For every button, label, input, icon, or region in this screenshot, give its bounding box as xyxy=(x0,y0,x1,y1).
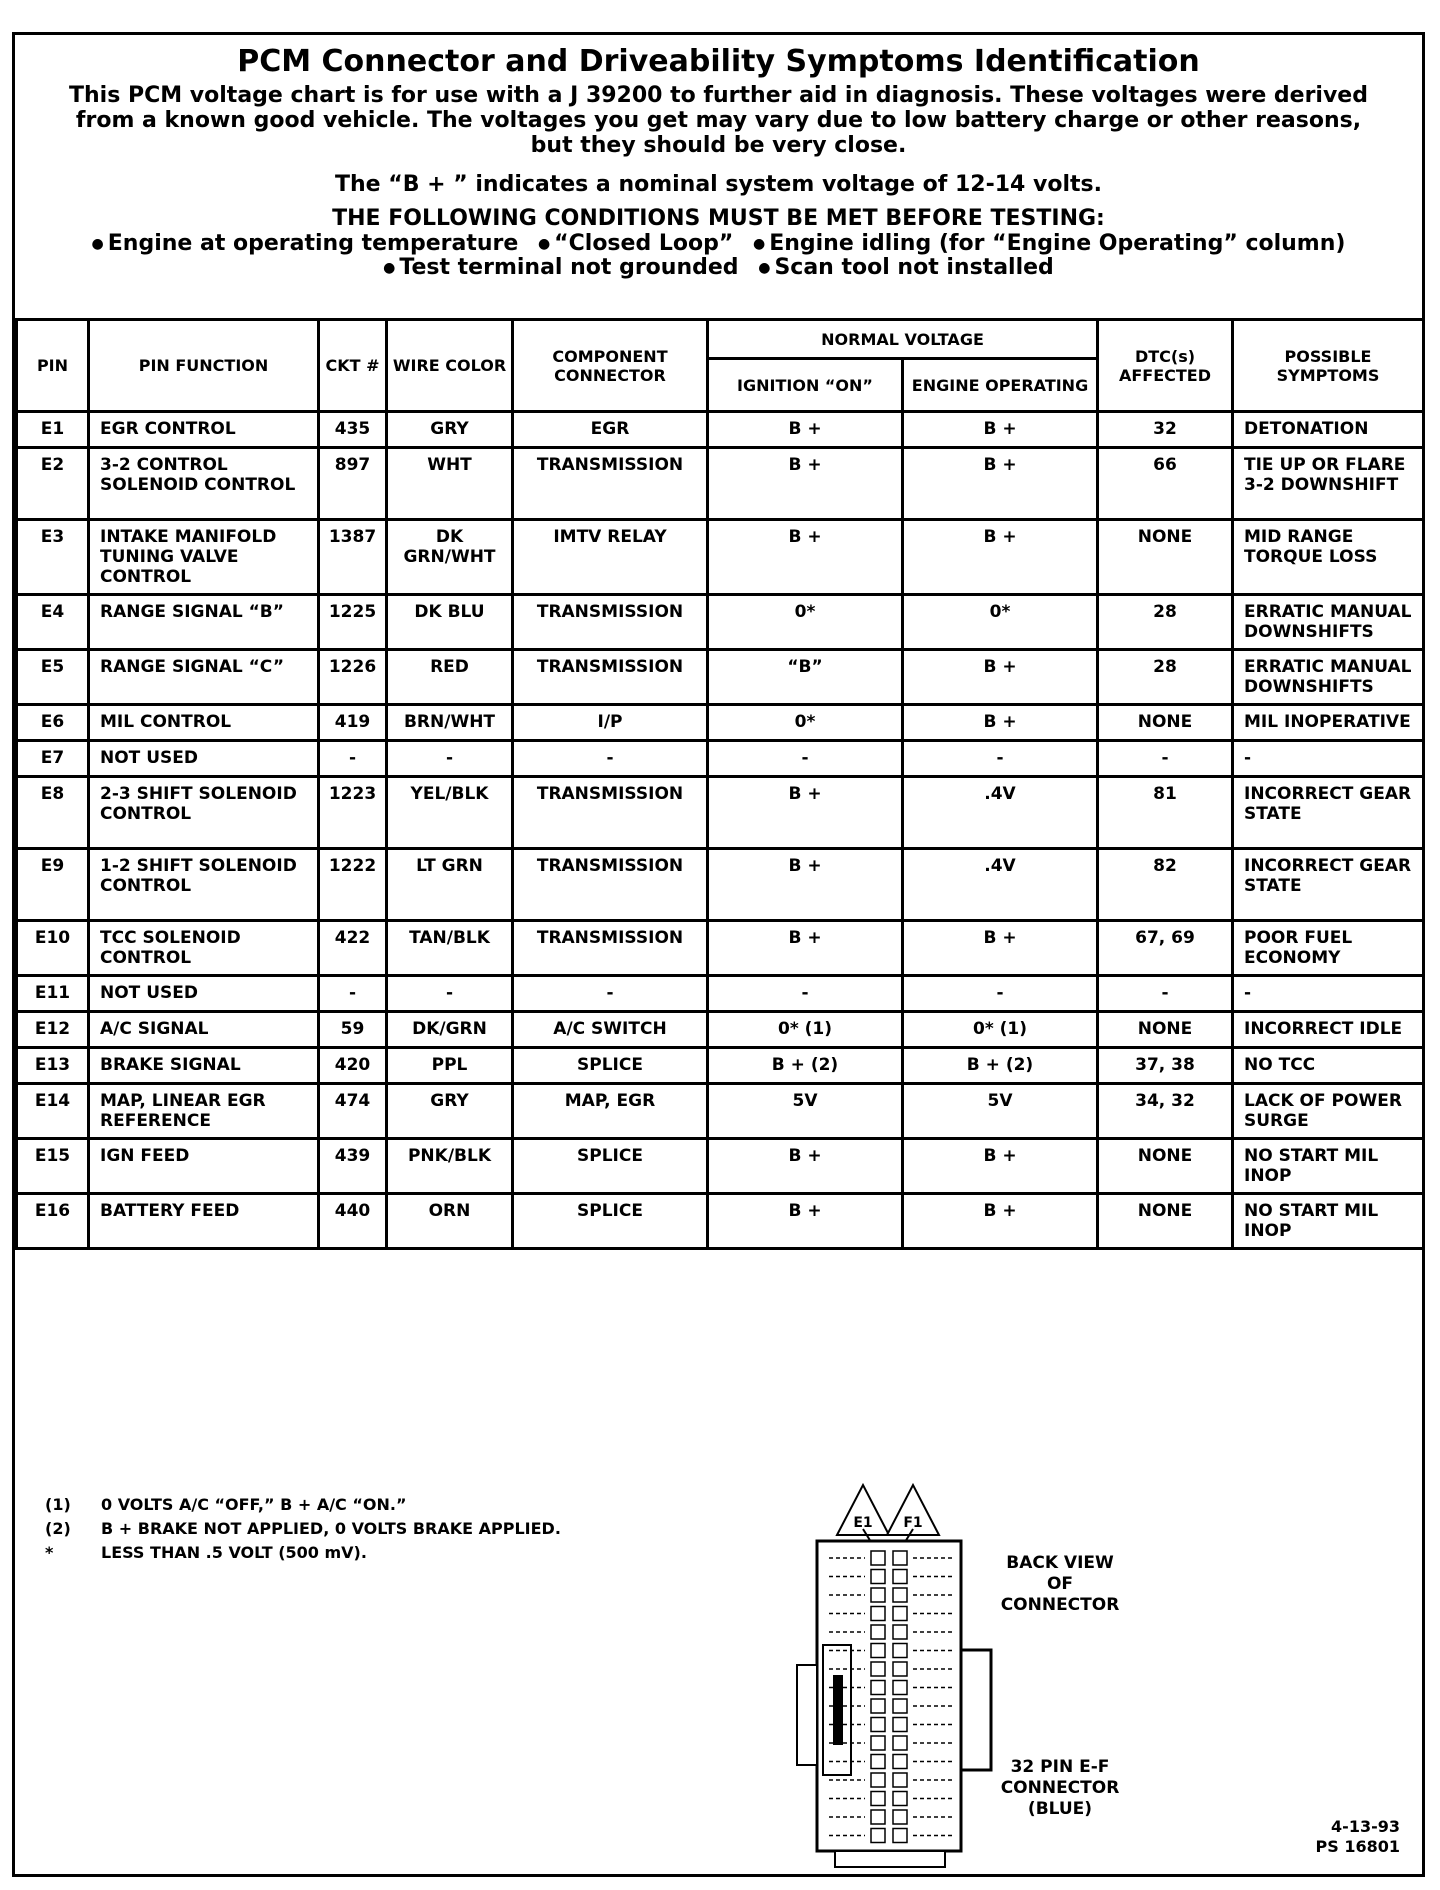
function-cell: RANGE SIGNAL “C” xyxy=(89,650,319,705)
function-cell: 1-2 SHIFT SOLENOID CONTROL xyxy=(89,849,319,921)
col-header-wire-color: WIRE COLOR xyxy=(387,320,513,412)
wire-color-cell: BRN/WHT xyxy=(387,705,513,741)
connector-pin xyxy=(893,1588,907,1602)
component-cell: SPLICE xyxy=(513,1194,708,1249)
symptom-cell: POOR FUEL ECONOMY xyxy=(1233,921,1424,976)
footnote: (2) B + BRAKE NOT APPLIED, 0 VOLTS BRAKE APPLIED. xyxy=(45,1519,561,1538)
pin-cell: E1 xyxy=(17,412,89,448)
footnotes xyxy=(45,1493,561,1565)
connector-pin xyxy=(871,1736,885,1750)
figure-code: PS 16801 xyxy=(1315,1837,1400,1856)
ckt-cell: 1225 xyxy=(319,595,387,650)
symptom-cell: INCORRECT IDLE xyxy=(1233,1012,1424,1048)
ignition-on-cell: B + xyxy=(708,1194,903,1249)
ignition-on-cell: 0* xyxy=(708,595,903,650)
pin-cell: E11 xyxy=(17,976,89,1012)
component-cell: SPLICE xyxy=(513,1048,708,1084)
dtc-cell: 34, 32 xyxy=(1098,1084,1233,1139)
pin-voltage-table xyxy=(15,318,1425,1250)
ckt-cell: 439 xyxy=(319,1139,387,1194)
table-row xyxy=(17,777,1424,849)
connector-pin xyxy=(871,1644,885,1658)
wire-color-cell: LT GRN xyxy=(387,849,513,921)
ckt-cell: 422 xyxy=(319,921,387,976)
connector-pin xyxy=(871,1681,885,1695)
ignition-on-cell: B + xyxy=(708,520,903,595)
connector-pin xyxy=(893,1551,907,1565)
component-cell: - xyxy=(513,741,708,777)
condition-item: Engine idling (for “Engine Operating” column) xyxy=(769,231,1346,256)
symptom-cell: DETONATION xyxy=(1233,412,1424,448)
col-header-pin-function: PIN FUNCTION xyxy=(89,320,319,412)
bullet-icon: ● xyxy=(383,260,396,276)
connector-pin xyxy=(893,1773,907,1787)
pin-cell: E12 xyxy=(17,1012,89,1048)
wire-color-cell: DK GRN/WHT xyxy=(387,520,513,595)
wire-color-cell: RED xyxy=(387,650,513,705)
engine-operating-cell: B + xyxy=(903,650,1098,705)
symptom-cell: MID RANGE TORQUE LOSS xyxy=(1233,520,1424,595)
table-row xyxy=(17,448,1424,520)
engine-operating-cell: B + xyxy=(903,1139,1098,1194)
dtc-cell: 37, 38 xyxy=(1098,1048,1233,1084)
marker-right-label: F1 xyxy=(903,1515,923,1531)
table-row xyxy=(17,520,1424,595)
component-cell: TRANSMISSION xyxy=(513,595,708,650)
connector-pin xyxy=(893,1662,907,1676)
connector-pin xyxy=(893,1625,907,1639)
bullet-icon: ● xyxy=(537,236,551,252)
ignition-on-cell: B + xyxy=(708,777,903,849)
connector-pin xyxy=(871,1810,885,1824)
dtc-cell: 28 xyxy=(1098,650,1233,705)
ckt-cell: 1226 xyxy=(319,650,387,705)
component-cell: SPLICE xyxy=(513,1139,708,1194)
ignition-on-cell: B + xyxy=(708,849,903,921)
revision-date: 4-13-93 xyxy=(1331,1817,1400,1836)
component-cell: EGR xyxy=(513,412,708,448)
table-row xyxy=(17,1139,1424,1194)
function-cell: RANGE SIGNAL “B” xyxy=(89,595,319,650)
symptom-cell: INCORRECT GEAR STATE xyxy=(1233,849,1424,921)
connector-pin xyxy=(893,1792,907,1806)
col-header-component: COMPONENT CONNECTOR xyxy=(513,320,708,412)
ckt-cell: 897 xyxy=(319,448,387,520)
footnote: (1) 0 VOLTS A/C “OFF,” B + A/C “ON.” xyxy=(45,1495,407,1514)
engine-operating-cell: B + xyxy=(903,412,1098,448)
dtc-cell: 82 xyxy=(1098,849,1233,921)
table-row xyxy=(17,1194,1424,1249)
condition-item: Test terminal not grounded xyxy=(399,255,739,280)
engine-operating-cell: 0* xyxy=(903,595,1098,650)
table-row xyxy=(17,1048,1424,1084)
connector-pin xyxy=(871,1829,885,1843)
function-cell: BATTERY FEED xyxy=(89,1194,319,1249)
engine-operating-cell: B + xyxy=(903,705,1098,741)
connector-pin xyxy=(871,1755,885,1769)
pin-cell: E5 xyxy=(17,650,89,705)
component-cell: TRANSMISSION xyxy=(513,849,708,921)
dtc-cell: 66 xyxy=(1098,448,1233,520)
ckt-cell: 474 xyxy=(319,1084,387,1139)
ckt-cell: 1222 xyxy=(319,849,387,921)
col-header-dtc: DTC(s) AFFECTED xyxy=(1098,320,1233,412)
conditions-line-1 xyxy=(15,232,1422,256)
col-header-pin: PIN xyxy=(17,320,89,412)
col-header-ignition-on: IGNITION “ON” xyxy=(708,359,903,412)
dtc-cell: NONE xyxy=(1098,520,1233,595)
function-cell: A/C SIGNAL xyxy=(89,1012,319,1048)
ignition-on-cell: “B” xyxy=(708,650,903,705)
wire-color-cell: GRY xyxy=(387,1084,513,1139)
ckt-cell: 420 xyxy=(319,1048,387,1084)
col-header-symptoms: POSSIBLE SYMPTOMS xyxy=(1233,320,1424,412)
engine-operating-cell: B + (2) xyxy=(903,1048,1098,1084)
dtc-cell: NONE xyxy=(1098,705,1233,741)
connector-pin xyxy=(871,1570,885,1584)
ignition-on-cell: 0* xyxy=(708,705,903,741)
component-cell: TRANSMISSION xyxy=(513,650,708,705)
pin-cell: E16 xyxy=(17,1194,89,1249)
dtc-cell: 28 xyxy=(1098,595,1233,650)
component-cell: IMTV RELAY xyxy=(513,520,708,595)
pin-cell: E13 xyxy=(17,1048,89,1084)
component-cell: TRANSMISSION xyxy=(513,921,708,976)
component-cell: I/P xyxy=(513,705,708,741)
ckt-cell: 59 xyxy=(319,1012,387,1048)
wire-color-cell: PPL xyxy=(387,1048,513,1084)
ignition-on-cell: 5V xyxy=(708,1084,903,1139)
condition-item: “Closed Loop” xyxy=(554,231,734,256)
connector-pin xyxy=(893,1607,907,1621)
ckt-cell: 1387 xyxy=(319,520,387,595)
pin-cell: E2 xyxy=(17,448,89,520)
table-row xyxy=(17,705,1424,741)
dtc-cell: NONE xyxy=(1098,1139,1233,1194)
engine-operating-cell: - xyxy=(903,741,1098,777)
connector-pin xyxy=(871,1773,885,1787)
pin-cell: E6 xyxy=(17,705,89,741)
function-cell: NOT USED xyxy=(89,741,319,777)
connector-pin xyxy=(893,1810,907,1824)
col-header-engine-operating: ENGINE OPERATING xyxy=(903,359,1098,412)
symptom-cell: NO START MIL INOP xyxy=(1233,1194,1424,1249)
wire-color-cell: DK BLU xyxy=(387,595,513,650)
function-cell: 3-2 CONTROL SOLENOID CONTROL xyxy=(89,448,319,520)
back-view-label: BACK VIEW OF CONNECTOR xyxy=(1000,1553,1120,1615)
function-cell: IGN FEED xyxy=(89,1139,319,1194)
component-cell: A/C SWITCH xyxy=(513,1012,708,1048)
table-row xyxy=(17,921,1424,976)
engine-operating-cell: 5V xyxy=(903,1084,1098,1139)
dtc-cell: - xyxy=(1098,741,1233,777)
wire-color-cell: - xyxy=(387,976,513,1012)
connector-pin xyxy=(871,1607,885,1621)
connector-pin xyxy=(893,1699,907,1713)
ignition-on-cell: B + xyxy=(708,921,903,976)
function-cell: MAP, LINEAR EGR REFERENCE xyxy=(89,1084,319,1139)
document-header xyxy=(15,35,1422,321)
wire-color-cell: PNK/BLK xyxy=(387,1139,513,1194)
pin-cell: E15 xyxy=(17,1139,89,1194)
dtc-cell: NONE xyxy=(1098,1012,1233,1048)
col-header-ckt: CKT # xyxy=(319,320,387,412)
function-cell: EGR CONTROL xyxy=(89,412,319,448)
engine-operating-cell: - xyxy=(903,976,1098,1012)
pin-cell: E3 xyxy=(17,520,89,595)
ignition-on-cell: - xyxy=(708,741,903,777)
symptom-cell: LACK OF POWER SURGE xyxy=(1233,1084,1424,1139)
conditions-line-2 xyxy=(15,256,1422,280)
ignition-on-cell: B + xyxy=(708,1139,903,1194)
connector-pin xyxy=(893,1681,907,1695)
component-cell: - xyxy=(513,976,708,1012)
connector-tab-right xyxy=(961,1650,991,1770)
symptom-cell: NO TCC xyxy=(1233,1048,1424,1084)
page-title: PCM Connector and Driveability Symptoms Identification xyxy=(237,44,1200,79)
connector-pin xyxy=(893,1829,907,1843)
symptom-cell: - xyxy=(1233,741,1424,777)
function-cell: MIL CONTROL xyxy=(89,705,319,741)
document-sheet xyxy=(12,32,1425,1877)
pin-cell: E10 xyxy=(17,921,89,976)
pin-cell: E4 xyxy=(17,595,89,650)
wire-color-cell: - xyxy=(387,741,513,777)
symptom-cell: TIE UP OR FLARE 3-2 DOWNSHIFT xyxy=(1233,448,1424,520)
symptom-cell: ERRATIC MANUAL DOWNSHIFTS xyxy=(1233,650,1424,705)
symptom-cell: MIL INOPERATIVE xyxy=(1233,705,1424,741)
connector-lock-left xyxy=(797,1665,817,1765)
dtc-cell: NONE xyxy=(1098,1194,1233,1249)
dtc-cell: 32 xyxy=(1098,412,1233,448)
connector-pin xyxy=(871,1662,885,1676)
ckt-cell: 419 xyxy=(319,705,387,741)
function-cell: 2-3 SHIFT SOLENOID CONTROL xyxy=(89,777,319,849)
connector-pin xyxy=(871,1792,885,1806)
table-row xyxy=(17,1084,1424,1139)
engine-operating-cell: B + xyxy=(903,1194,1098,1249)
wire-color-cell: YEL/BLK xyxy=(387,777,513,849)
function-cell: BRAKE SIGNAL xyxy=(89,1048,319,1084)
ckt-cell: - xyxy=(319,976,387,1012)
connector-pin xyxy=(893,1755,907,1769)
wire-color-cell: ORN xyxy=(387,1194,513,1249)
ckt-cell: 440 xyxy=(319,1194,387,1249)
connector-pin xyxy=(871,1588,885,1602)
pin-cell: E8 xyxy=(17,777,89,849)
ckt-cell: 1223 xyxy=(319,777,387,849)
connector-diagram xyxy=(775,1445,1295,1875)
component-cell: MAP, EGR xyxy=(513,1084,708,1139)
table-row xyxy=(17,412,1424,448)
component-cell: TRANSMISSION xyxy=(513,777,708,849)
bullet-icon: ● xyxy=(91,236,104,252)
symptom-cell: INCORRECT GEAR STATE xyxy=(1233,777,1424,849)
col-header-normal-voltage: NORMAL VOLTAGE xyxy=(708,320,1098,359)
function-cell: INTAKE MANIFOLD TUNING VALVE CONTROL xyxy=(89,520,319,595)
ckt-cell: - xyxy=(319,741,387,777)
bullet-icon: ● xyxy=(752,236,766,252)
ignition-on-cell: B + (2) xyxy=(708,1048,903,1084)
condition-item: Engine at operating temperature xyxy=(107,231,519,256)
table-row xyxy=(17,976,1424,1012)
table-row xyxy=(17,741,1424,777)
wire-color-cell: DK/GRN xyxy=(387,1012,513,1048)
footnote: * LESS THAN .5 VOLT (500 mV). xyxy=(45,1543,367,1562)
condition-item: Scan tool not installed xyxy=(774,255,1054,280)
connector-pin xyxy=(893,1718,907,1732)
connector-label: 32 PIN E-F CONNECTOR (BLUE) xyxy=(1000,1757,1120,1819)
ignition-on-cell: B + xyxy=(708,412,903,448)
wire-color-cell: GRY xyxy=(387,412,513,448)
wire-color-cell: WHT xyxy=(387,448,513,520)
wire-color-cell: TAN/BLK xyxy=(387,921,513,976)
table-row xyxy=(17,849,1424,921)
function-cell: TCC SOLENOID CONTROL xyxy=(89,921,319,976)
connector-pin xyxy=(893,1570,907,1584)
marker-left-label: E1 xyxy=(853,1515,873,1531)
connector-pin xyxy=(871,1718,885,1732)
engine-operating-cell: .4V xyxy=(903,777,1098,849)
engine-operating-cell: B + xyxy=(903,520,1098,595)
engine-operating-cell: .4V xyxy=(903,849,1098,921)
dtc-cell: 81 xyxy=(1098,777,1233,849)
connector-pin xyxy=(893,1736,907,1750)
pin-cell: E14 xyxy=(17,1084,89,1139)
connector-pin xyxy=(871,1625,885,1639)
ignition-on-cell: - xyxy=(708,976,903,1012)
document-footer xyxy=(15,1445,1422,1875)
table-row xyxy=(17,650,1424,705)
engine-operating-cell: B + xyxy=(903,921,1098,976)
symptom-cell: ERRATIC MANUAL DOWNSHIFTS xyxy=(1233,595,1424,650)
nominal-voltage-note: The “B + ” indicates a nominal system voltage of 12-14 volts. xyxy=(335,172,1102,197)
conditions-title: THE FOLLOWING CONDITIONS MUST BE MET BEFORE TESTING: xyxy=(332,206,1105,231)
dtc-cell: - xyxy=(1098,976,1233,1012)
table-body xyxy=(17,412,1424,1249)
table-row xyxy=(17,1012,1424,1048)
table-row xyxy=(17,595,1424,650)
function-cell: NOT USED xyxy=(89,976,319,1012)
intro-paragraph: This PCM voltage chart is for use with a J 39200 to further aid in diagnosis. These voltages were derived from a known good vehicle. The voltages you get may vary due to low battery charge or other reasons, but they should be very close. xyxy=(69,83,1368,158)
symptom-cell: - xyxy=(1233,976,1424,1012)
component-cell: TRANSMISSION xyxy=(513,448,708,520)
pin-cell: E9 xyxy=(17,849,89,921)
ignition-on-cell: 0* (1) xyxy=(708,1012,903,1048)
engine-operating-cell: B + xyxy=(903,448,1098,520)
dtc-cell: 67, 69 xyxy=(1098,921,1233,976)
symptom-cell: NO START MIL INOP xyxy=(1233,1139,1424,1194)
engine-operating-cell: 0* (1) xyxy=(903,1012,1098,1048)
document-code xyxy=(1316,1817,1400,1857)
ckt-cell: 435 xyxy=(319,412,387,448)
connector-pin xyxy=(871,1699,885,1713)
connector-pin xyxy=(893,1644,907,1658)
bullet-icon: ● xyxy=(758,260,771,276)
connector-pin xyxy=(871,1551,885,1565)
pin-cell: E7 xyxy=(17,741,89,777)
ignition-on-cell: B + xyxy=(708,448,903,520)
